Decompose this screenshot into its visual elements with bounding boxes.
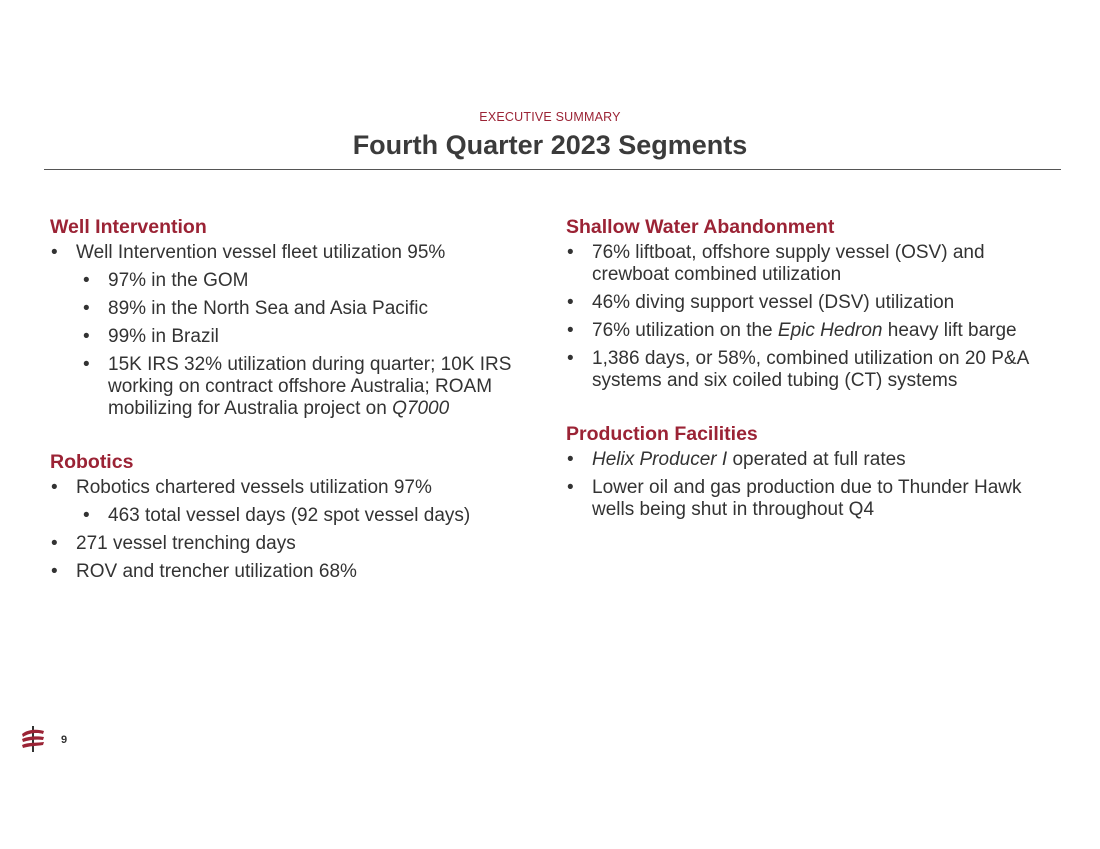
well-intervention-heading: Well Intervention (50, 216, 207, 238)
page-title: Fourth Quarter 2023 Segments (352, 130, 748, 160)
section-kicker: EXECUTIVE SUMMARY (479, 110, 621, 124)
sub-list-item (82, 354, 520, 420)
vessel-name-q7000: Q7000 (392, 398, 450, 419)
robotics-heading: Robotics (50, 451, 134, 473)
page-number: 9 (61, 734, 68, 746)
production-heading: Production Facilities (566, 423, 758, 445)
vessel-name-epic-hedron: Epic Hedron (777, 320, 883, 341)
right-column (566, 214, 1046, 550)
robotics-section (50, 449, 520, 583)
well-intervention-list (50, 242, 520, 420)
list-item: • 76% liftboat, offshore supply vessel (OSV) and crewboat combined utilization (566, 242, 1046, 286)
shallow-water-list (566, 242, 1046, 392)
well-intervention-section (50, 214, 520, 420)
list-item (566, 320, 1046, 342)
helix-producer-post: operated at full rates (727, 449, 906, 470)
list-item: • 271 vessel trenching days (50, 533, 520, 555)
irs-text: 15K IRS 32% utilization during quarter; 10K IRS working on contract offshore Australia; ROAM mobilizing for Australia project on (108, 354, 512, 419)
list-item: • Lower oil and gas production due to Thunder Hawk wells being shut in throughout Q4 (566, 477, 1046, 521)
list-item: • 1,386 days, or 58%, combined utilization on 20 P&A systems and six coiled tubing (CT) systems (566, 348, 1046, 392)
title-divider (44, 169, 1061, 170)
shallow-water-section (566, 214, 1046, 392)
sub-list-item: • 99% in Brazil (82, 326, 520, 348)
list-item: • ROV and trencher utilization 68% (50, 561, 520, 583)
production-section (566, 421, 1046, 521)
list-item (566, 449, 1046, 471)
list-item: • Well Intervention vessel fleet utilization 95% (50, 242, 520, 264)
sub-list-item: • 97% in the GOM (82, 270, 520, 292)
production-list (566, 449, 1046, 521)
shallow-water-heading: Shallow Water Abandonment (566, 216, 835, 238)
list-item: • Robotics chartered vessels utilization 97% (50, 477, 520, 499)
robotics-list (50, 477, 520, 583)
sub-list-item: • 463 total vessel days (92 spot vessel days) (82, 505, 520, 527)
epic-hedron-pre: 76% utilization on the (592, 320, 778, 341)
list-item: • 46% diving support vessel (DSV) utilization (566, 292, 1046, 314)
sub-list-item: • 89% in the North Sea and Asia Pacific (82, 298, 520, 320)
epic-hedron-post: heavy lift barge (882, 320, 1017, 341)
vessel-name-helix-producer: Helix Producer I (592, 449, 728, 470)
left-column (50, 214, 520, 612)
helix-logo-icon (20, 725, 46, 753)
